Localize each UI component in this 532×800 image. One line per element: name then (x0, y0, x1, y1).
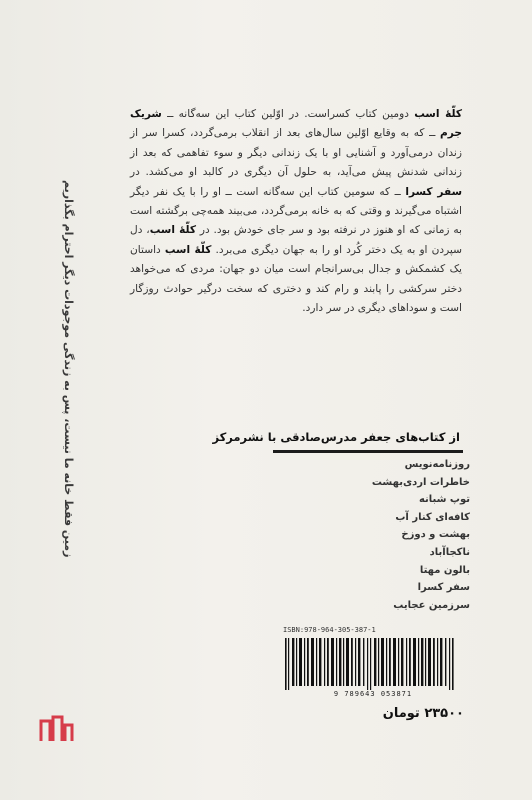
blurb-text-d: ، دل سپردن او به یک دختر کُرد او را به جهان دیگری می‌برد. (130, 224, 462, 256)
barcode-icon (283, 638, 463, 690)
blurb-title-3: سفر کسرا (405, 185, 463, 198)
blurb-paragraph (130, 105, 462, 318)
blurb-text-a: دومین کتاب کسراست. در اوّلین کتاب این سه‌گانه ــ (161, 108, 415, 120)
books-list-heading: از کتاب‌های جعفر مدرس‌صادقی با نشرمرکز (212, 430, 460, 444)
heading-underline (273, 450, 463, 453)
nashr-markaz-logo-icon (38, 715, 74, 743)
isbn-label: ISBN:978-964-305-387-1 (283, 626, 376, 634)
blurb-title-5: کلّهٔ اسب (164, 243, 212, 256)
list-item: ناکجاآباد (429, 546, 470, 558)
list-item: روزنامه‌نویس (404, 459, 470, 470)
blurb-title-2: شریک جرم (130, 108, 462, 140)
list-item: سرزمین عجایب (393, 599, 470, 611)
list-item: بالون مهتا (419, 564, 470, 576)
blurb-title-1: کلّهٔ اسب (414, 108, 462, 120)
barcode-block (283, 626, 463, 704)
blurb-text-e: داستان یک کشمکش و جدال بی‌سرانجام است میان دو جهان: مردی که می‌خواهد دختر سرکشی را پابند و رام کند و دختری که سخت درگیر حوادث روزگار است و سوداهای دیگری در سر دارد. (130, 243, 462, 315)
price-label: ۲۳۵۰۰ تومان (382, 706, 464, 721)
blurb-title-4: کلّهٔ اسب (149, 224, 197, 237)
books-list (310, 456, 470, 614)
barcode-digits: 9 789643 053871 (333, 690, 413, 698)
list-item: بهشت و دوزخ (401, 529, 470, 541)
list-item: سفر کسرا (417, 582, 470, 594)
blurb-text-b: ــ که به وقایع اوّلین سال‌های بعد از انقلاب برمی‌گردد، کسرا سر از زندان درمی‌آورد و آشنایی او با یک زندانی دیگر و سوء تفاهمی که بعد از زندانی شدنش پیش می‌آید، به حلول آن دیگری در کالبد او می‌کشد. در (130, 127, 462, 179)
list-item: توپ شبانه (418, 494, 470, 506)
list-item: کافه‌ای کنار آب (395, 511, 470, 523)
list-item: خاطرات اردی‌بهشت (371, 476, 470, 488)
vertical-quote: زمین فقط خانه ما نیست، پس به زندگی موجودات دیگر احترام بگذاریم (62, 180, 75, 558)
blurb-text-c: ــ که سومین کتاب این سه‌گانه است ــ او را با یک نفر دیگر اشتباه می‌گیرند و وقتی که به خانه برمی‌گردد، می‌بیند همه‌چی برگشته است به زمانی که او هنوز در نرفته بود و سر جای خودش بود. در (130, 185, 462, 237)
